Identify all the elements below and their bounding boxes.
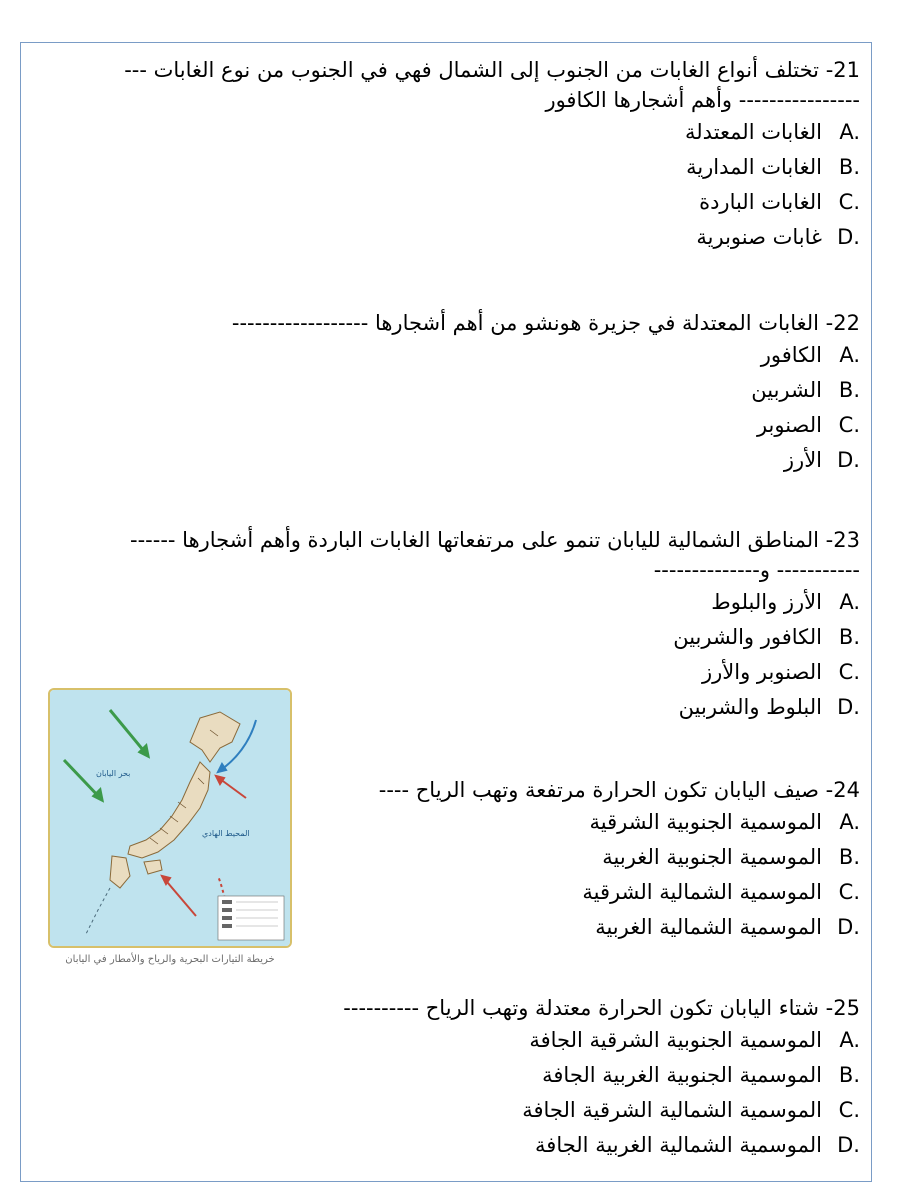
pacific-label: المحيط الهادي xyxy=(202,829,250,838)
question-text-line: ----------- و-------------- xyxy=(653,558,860,582)
japan-map xyxy=(48,688,292,948)
option-b[interactable]: B. الغابات المدارية xyxy=(686,155,860,179)
option-b[interactable]: B. الموسمية الجنوبية الغربية الجافة xyxy=(542,1063,860,1087)
option-d[interactable]: D. الموسمية الشمالية الغربية xyxy=(595,915,860,939)
option-a[interactable]: A. الموسمية الجنوبية الشرقية xyxy=(589,810,860,834)
option-d[interactable]: D. الأرز xyxy=(783,448,860,472)
sea-of-japan-label: بحر اليابان xyxy=(96,769,131,778)
question-text-line: ---------------- وأهم أشجارها الكافور xyxy=(545,88,860,112)
option-a[interactable]: A. الكافور xyxy=(760,343,860,367)
option-d[interactable]: D. البلوط والشربين xyxy=(678,695,860,719)
question-text-line: 24- صيف اليابان تكون الحرارة مرتفعة وتهب الرياح ---- xyxy=(378,778,860,802)
option-b[interactable]: B. الموسمية الجنوبية الغربية xyxy=(602,845,860,869)
question-text-line: 21- تختلف أنواع الغابات من الجنوب إلى الشمال فهي في الجنوب من نوع الغابات --- xyxy=(124,58,860,82)
question-text-line: 22- الغابات المعتدلة في جزيرة هونشو من أهم أشجارها ------------------ xyxy=(231,311,860,335)
question-text-line: 23- المناطق الشمالية لليابان تنمو على مرتفعاتها الغابات الباردة وأهم أشجارها ------ xyxy=(130,528,860,552)
question-text-line: 25- شتاء اليابان تكون الحرارة معتدلة وتهب الرياح ---------- xyxy=(343,996,860,1020)
option-a[interactable]: A. الغابات المعتدلة xyxy=(685,120,860,144)
option-a[interactable]: A. الأرز والبلوط xyxy=(711,590,860,614)
question-24 xyxy=(320,775,860,945)
question-25 xyxy=(260,993,860,1163)
option-c[interactable]: C. الموسمية الشمالية الشرقية الجافة xyxy=(522,1098,860,1122)
option-b[interactable]: B. الكافور والشربين xyxy=(673,625,860,649)
option-a[interactable]: A. الموسمية الجنوبية الشرقية الجافة xyxy=(529,1028,860,1052)
option-c[interactable]: C. الموسمية الشمالية الشرقية xyxy=(582,880,860,904)
option-d[interactable]: D. غابات صنوبرية xyxy=(696,225,860,249)
option-c[interactable]: C. الغابات الباردة xyxy=(699,190,860,214)
question-21 xyxy=(40,55,860,255)
option-d[interactable]: D. الموسمية الشمالية الغربية الجافة xyxy=(535,1133,860,1157)
question-22 xyxy=(100,308,860,478)
map-caption: خريطة التيارات البحرية والرياح والأمطار في اليابان xyxy=(65,954,275,965)
japan-map-graphic xyxy=(50,690,290,946)
option-b[interactable]: B. الشربين xyxy=(751,378,860,402)
option-c[interactable]: C. الصنوبر xyxy=(756,413,860,437)
option-c[interactable]: C. الصنوبر والأرز xyxy=(702,660,860,684)
